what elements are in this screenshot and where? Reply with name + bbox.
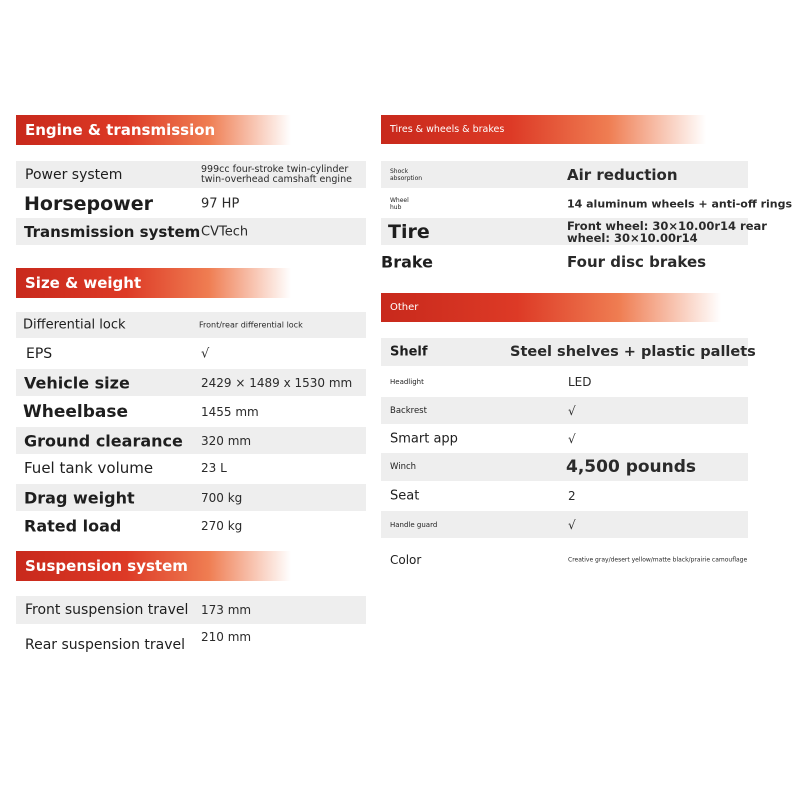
spec-label: Wheelbase [23, 401, 129, 422]
spec-label: Winch [390, 462, 417, 472]
spec-row-wheel-hub [381, 190, 793, 217]
spec-value: 4,500 pounds [566, 457, 697, 477]
spec-label: Seat [390, 488, 420, 503]
spec-label: Headlight [390, 377, 424, 386]
spec-row-rated-load [16, 513, 366, 539]
size-weight-header [16, 268, 291, 298]
spec-row-power-system [16, 161, 366, 188]
spec-value: 2 [568, 488, 576, 503]
spec-value: LED [568, 374, 592, 389]
spec-value: 700 kg [201, 490, 243, 505]
spec-value: 173 mm [201, 603, 252, 617]
spec-row-winch [381, 453, 748, 481]
spec-label: Shelf [390, 344, 428, 360]
spec-label: Rear suspension travel [25, 637, 186, 653]
spec-row-headlight [381, 368, 748, 395]
spec-row-shelf [381, 338, 756, 366]
spec-row-horsepower [16, 190, 366, 217]
spec-value: 320 mm [201, 433, 252, 448]
spec-label: Smart app [390, 431, 458, 446]
spec-value: 1455 mm [201, 404, 259, 419]
spec-row-backrest [381, 397, 748, 424]
spec-value: 14 aluminum wheels + anti-off rings [567, 197, 793, 210]
spec-label: Fuel tank volume [24, 459, 154, 477]
spec-row-drag-weight [16, 484, 366, 511]
spec-value: Air reduction [567, 165, 678, 184]
spec-label: Power system [25, 166, 123, 183]
spec-row-fuel-tank [16, 455, 366, 481]
spec-row-eps [16, 341, 366, 367]
spec-label: Transmission system [24, 222, 201, 241]
spec-value: 999cc four-stroke twin-cylinder twin-overhead camshaft engine [201, 163, 352, 185]
spec-row-rear-suspension [16, 626, 366, 666]
spec-row-wheelbase [16, 398, 366, 425]
spec-value: Front wheel: 30×10.00r14 rear wheel: 30×10.00r14 [567, 218, 767, 245]
tires-wheels-brakes-header [381, 115, 706, 144]
spec-value: √ [568, 517, 576, 532]
spec-row-brake [381, 248, 748, 275]
spec-label: Differential lock [23, 317, 126, 333]
engine-transmission-header [16, 115, 291, 145]
spec-value: CVTech [201, 224, 249, 239]
other-header [381, 293, 721, 322]
spec-value: 97 HP [201, 196, 240, 211]
spec-row-tire [381, 218, 767, 245]
spec-label: Tire [388, 220, 430, 243]
spec-row-seat [381, 482, 748, 509]
spec-label: Shock absorption [390, 167, 423, 182]
spec-row-color [381, 546, 781, 573]
suspension-header [16, 551, 291, 581]
section-title: Suspension system [25, 557, 188, 575]
spec-value: Steel shelves + plastic pallets [510, 344, 756, 360]
spec-label: EPS [26, 346, 53, 362]
spec-value: √ [568, 431, 576, 446]
spec-label: Front suspension travel [25, 602, 189, 618]
spec-label: Backrest [390, 405, 427, 416]
spec-value: Front/rear differential lock [199, 320, 303, 330]
spec-label: Handle guard [390, 520, 438, 529]
section-title: Other [390, 302, 419, 313]
spec-label: Brake [381, 252, 433, 271]
spec-label: Wheel hub [390, 196, 409, 211]
spec-value: 23 L [201, 461, 227, 475]
spec-row-shock-absorption [381, 161, 748, 188]
spec-row-front-suspension [16, 596, 366, 624]
spec-label: Rated load [24, 516, 122, 536]
spec-label: Ground clearance [24, 431, 183, 450]
section-title: Tires & wheels & brakes [390, 124, 505, 135]
spec-row-ground-clearance [16, 427, 366, 454]
spec-value: Creative gray/desert yellow/matte black/prairie camouflage [568, 556, 748, 563]
spec-value: 270 kg [201, 519, 243, 533]
spec-row-smart-app [381, 425, 748, 452]
spec-row-differential-lock [16, 312, 366, 338]
spec-label: Drag weight [24, 488, 135, 507]
spec-value: 210 mm [201, 630, 252, 644]
spec-value: 2429 × 1489 x 1530 mm [201, 375, 353, 390]
spec-label: Color [390, 552, 422, 567]
spec-label: Vehicle size [24, 373, 130, 392]
spec-value: √ [201, 346, 210, 362]
section-title: Engine & transmission [25, 121, 216, 139]
spec-label: Horsepower [24, 192, 153, 215]
spec-value: Four disc brakes [567, 252, 707, 271]
spec-value: √ [568, 403, 576, 418]
section-title: Size & weight [25, 274, 142, 292]
spec-row-vehicle-size [16, 369, 366, 396]
spec-row-handle-guard [381, 511, 748, 538]
spec-row-transmission [16, 218, 366, 245]
